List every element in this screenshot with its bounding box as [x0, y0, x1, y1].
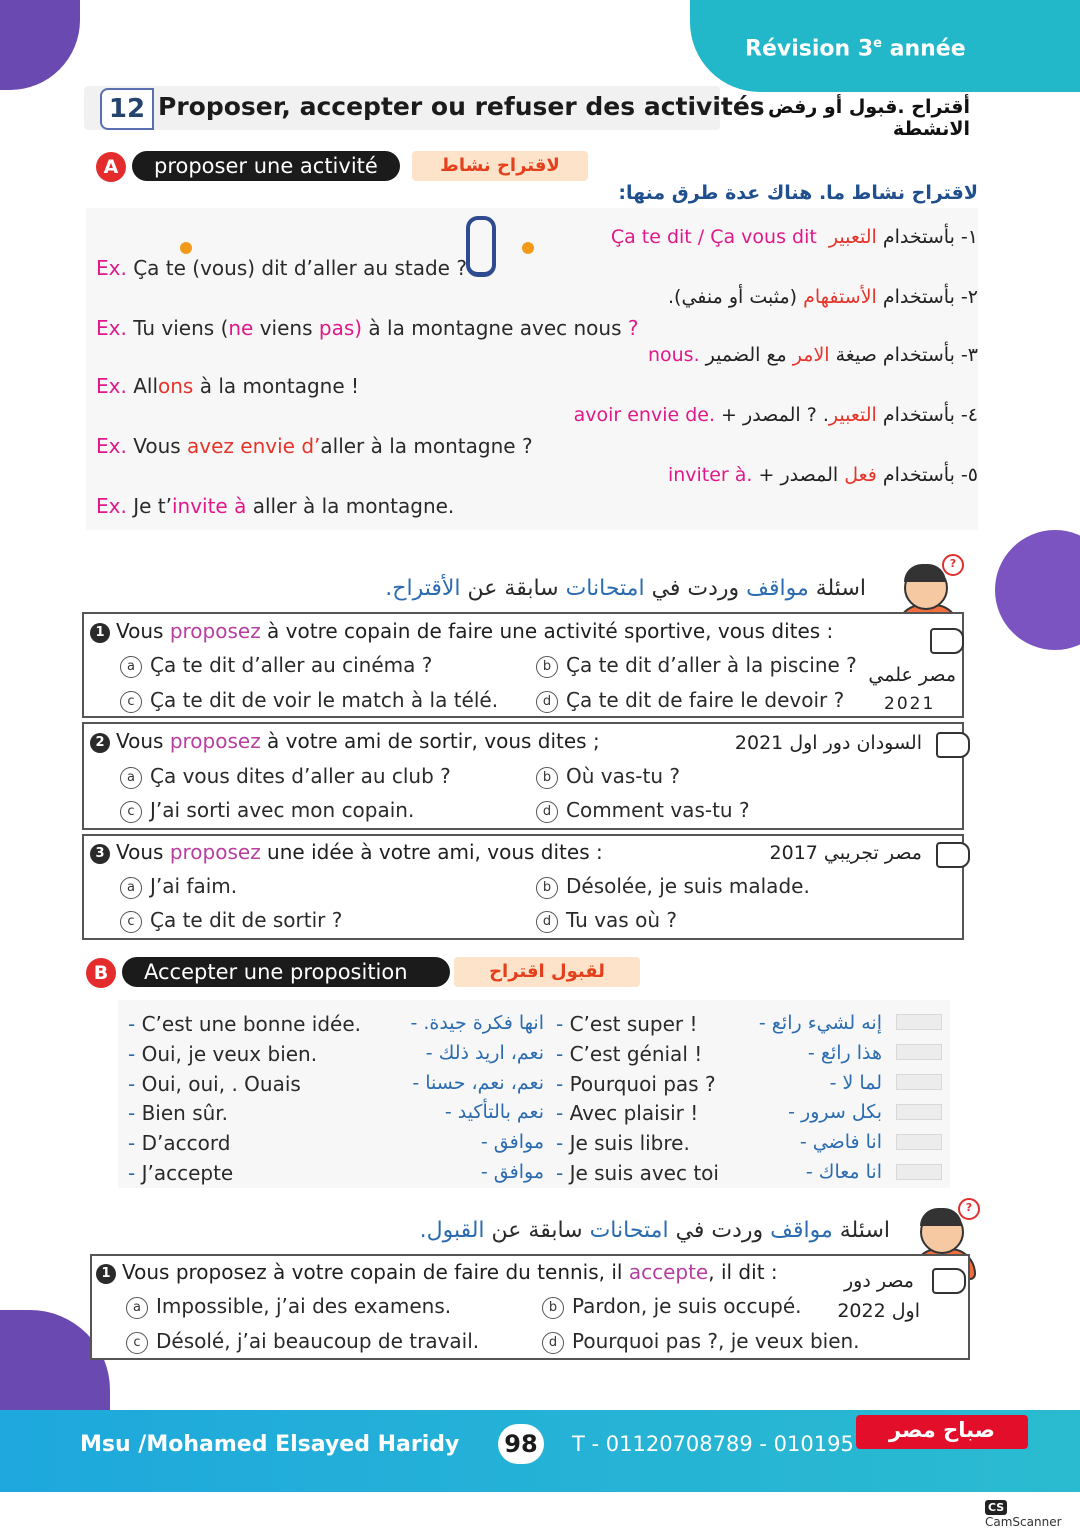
question-b1-text: 1 Vous proposez à votre copain de faire du tennis, il accepte, il dit :	[96, 1260, 778, 1284]
watermark-logo-text: صباح مصر	[889, 1418, 995, 1442]
accept-item-ar: بكل سرور -	[788, 1101, 882, 1123]
q3-option-c[interactable]: c Ça te dit de sortir ?	[120, 908, 342, 933]
header-title: Révision 3e année	[745, 36, 966, 62]
b1-option-c[interactable]: c Désolé, j’ai beaucoup de travail.	[126, 1329, 479, 1354]
accept-item-ar: نعم، نعم، حسنا -	[412, 1072, 544, 1094]
section-b-label: Accepter une proposition	[122, 957, 450, 987]
question-2-text: 2 Vous proposez à votre ami de sortir, vous dites ;	[90, 729, 600, 753]
accept-item: - Bien sûr.	[128, 1101, 229, 1125]
megaphone-icon	[936, 732, 970, 758]
exam-heading-proposal: اسئلة مواقف وردت في امتحانات سابقة عن الأقتراح.	[385, 576, 866, 601]
paperclip-icon	[466, 216, 496, 277]
q2-exam-source: السودان دور اول 2021	[734, 732, 922, 754]
q1-option-a[interactable]: a Ça te dit d’aller au cinéma ?	[120, 653, 432, 678]
rule-3: ٣- بأستخدام صيغة الامر مع الضمير nous.	[647, 344, 978, 366]
tab-stub	[896, 1104, 942, 1120]
accept-item: - D’accord	[128, 1131, 231, 1155]
footer-phone: T - 01120708789 - 010195	[572, 1432, 854, 1456]
example-1: Ex. Ça te (vous) dit d’aller au stade ?	[96, 256, 467, 280]
accept-item-ar: انا معاك -	[805, 1161, 882, 1183]
section-b-label-ar: لقبول اقتراح	[454, 957, 640, 987]
tab-stub	[896, 1134, 942, 1150]
example-5: Ex. Je t’invite à aller à la montagne.	[96, 494, 455, 518]
accept-item: - Oui, oui, . Ouais	[128, 1072, 301, 1096]
b1-option-a[interactable]: a Impossible, j’ai des examens.	[126, 1294, 451, 1319]
q2-option-c[interactable]: c J’ai sorti avec mon copain.	[120, 798, 414, 823]
section-a-label: proposer une activité	[132, 151, 400, 181]
accept-item: - C’est une bonne idée.	[128, 1012, 362, 1036]
q2-option-b[interactable]: b Où vas-tu ?	[536, 764, 680, 789]
megaphone-icon	[930, 628, 964, 654]
accept-item-ar: نعم، اريد ذلك -	[425, 1042, 544, 1064]
question-3-text: 3 Vous proposez une idée à votre ami, vous dites :	[90, 840, 603, 864]
footer-author: Msu /Mohamed Elsayed Haridy	[80, 1432, 460, 1457]
megaphone-icon	[936, 842, 970, 868]
lesson-title: Proposer, accepter ou refuser des activités	[158, 92, 765, 121]
q1-option-d[interactable]: d Ça te dit de faire le devoir ?	[536, 688, 844, 713]
pin-dot-icon	[522, 242, 534, 254]
accept-item-ar: موافق -	[480, 1161, 544, 1183]
q2-option-d[interactable]: d Comment vas-tu ?	[536, 798, 750, 823]
rule-5: ٥- بأستخدام فعل المصدر + inviter à.	[667, 464, 978, 486]
q1-exam-source: مصر علمي	[868, 664, 956, 686]
accept-item-ar: نعم بالتأكيد -	[444, 1101, 544, 1123]
section-a-badge: A	[96, 152, 126, 182]
accept-item: - Oui, je veux bien.	[128, 1042, 318, 1066]
tab-stub	[896, 1164, 942, 1180]
example-2: Ex. Tu viens (ne viens pas) à la montagne avec nous ?	[96, 316, 639, 340]
accept-item: - C’est génial !	[556, 1042, 703, 1066]
megaphone-icon	[932, 1268, 966, 1294]
accept-item-ar: لما لا -	[829, 1072, 882, 1094]
rule-4: ٤- بأستخدام التعبير. ? المصدر + avoir envie de.	[573, 404, 978, 426]
q3-exam-source: مصر تجريبي 2017	[769, 842, 922, 864]
student-question-icon: ?	[906, 1204, 980, 1278]
q2-option-a[interactable]: a Ça vous dites d’aller au club ?	[120, 764, 451, 789]
pin-dot-icon	[180, 242, 192, 254]
q1-exam-year: 2021	[884, 694, 936, 714]
q1-option-b[interactable]: b Ça te dit d’aller à la piscine ?	[536, 653, 857, 678]
accept-item: - Pourquoi pas ?	[556, 1072, 716, 1096]
q3-option-d[interactable]: d Tu vas où ?	[536, 908, 677, 933]
lesson-title-ar: أقتراح .قبول أو رفض الانشطة	[767, 96, 970, 140]
example-3: Ex. Allons à la montagne !	[96, 374, 360, 398]
section-a-label-ar: لاقتراح نشاط	[412, 151, 588, 181]
exam-heading-acceptance: اسئلة مواقف وردت في امتحانات سابقة عن القبول.	[419, 1218, 890, 1243]
accept-item: - Je suis libre.	[556, 1131, 690, 1155]
student-question-icon: ?	[890, 560, 964, 634]
accept-item: - Avec plaisir !	[556, 1101, 699, 1125]
example-4: Ex. Vous avez envie d’aller à la montagne ?	[96, 434, 533, 458]
section-a-intro: لاقتراح نشاط ما. هناك عدة طرق منها:	[618, 182, 978, 204]
b1-exam-source-2: اول 2022	[837, 1300, 920, 1322]
accept-item: - Je suis avec toi	[556, 1161, 719, 1185]
accept-item-ar: انا فاضي -	[799, 1131, 882, 1153]
rule-2: ٢- بأستخدام الأستفهام (مثبت أو منفي).	[668, 286, 978, 308]
accept-item-ar: هذا رائع -	[807, 1042, 882, 1064]
accept-item: - C’est super !	[556, 1012, 698, 1036]
b1-option-d[interactable]: d Pourquoi pas ?, je veux bien.	[542, 1329, 860, 1354]
q3-option-b[interactable]: b Désolée, je suis malade.	[536, 874, 810, 899]
q3-option-a[interactable]: a J’ai faim.	[120, 874, 237, 899]
b1-option-b[interactable]: b Pardon, je suis occupé.	[542, 1294, 802, 1319]
q1-option-c[interactable]: c Ça te dit de voir le match à la télé.	[120, 688, 498, 713]
page-number: 98	[498, 1424, 544, 1464]
accept-item: - J’accepte	[128, 1161, 234, 1185]
side-decoration	[995, 530, 1080, 650]
accept-item-ar: موافق -	[480, 1131, 544, 1153]
tab-stub	[896, 1074, 942, 1090]
tab-stub	[896, 1044, 942, 1060]
scanner-watermark: CSCamScanner	[985, 1501, 1062, 1529]
accept-item-ar: إنه لشيء رائع -	[758, 1012, 882, 1034]
question-1-text: 1 Vous proposez à votre copain de faire une activité sportive, vous dites :	[90, 619, 833, 643]
corner-decoration	[0, 0, 80, 90]
accept-item-ar: انها فكرة جيدة. -	[410, 1012, 544, 1034]
rule-1: ١- بأستخدام التعبير Ça te dit / Ça vous dit	[610, 226, 978, 248]
lesson-number: 12	[100, 88, 154, 130]
tab-stub	[896, 1014, 942, 1030]
section-b-badge: B	[86, 958, 116, 988]
b1-exam-source: مصر دور	[844, 1270, 914, 1292]
